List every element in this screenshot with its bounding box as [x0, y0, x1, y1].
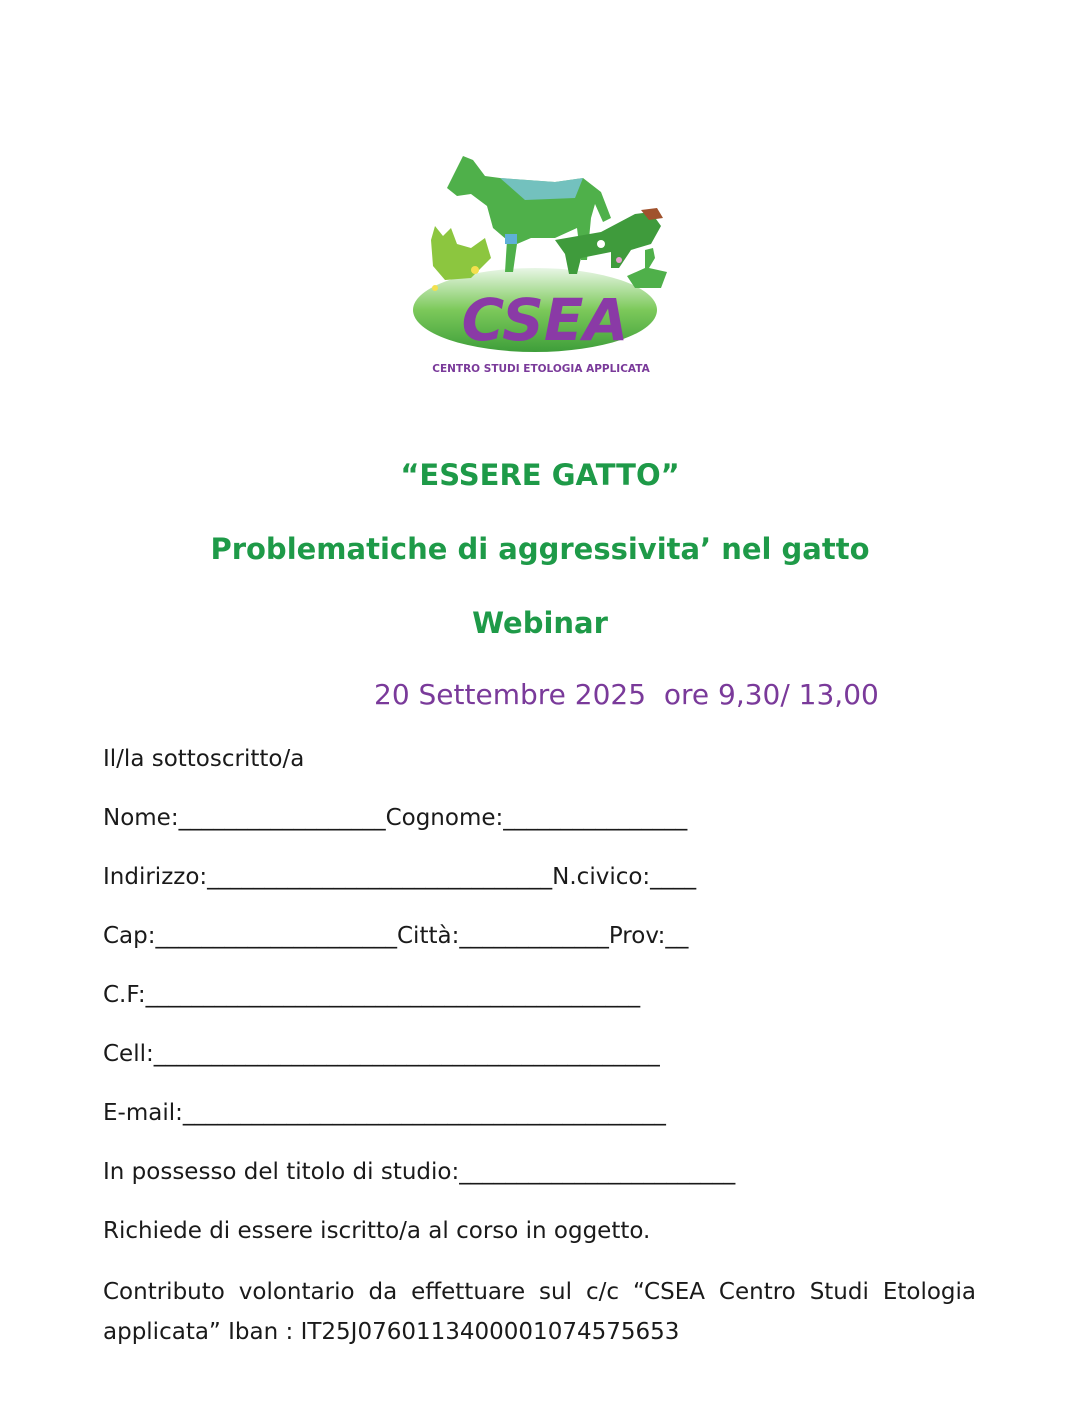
logo-wordmark: CSEA — [461, 286, 629, 354]
event-date: 20 Settembre 2025 ore 9,30/ 13,00 — [374, 678, 879, 711]
cap-citta-prov-field[interactable]: Cap:_____________________Città:_____________Prov:__ — [103, 923, 689, 949]
request-text: Richiede di essere iscritto/a al corso in oggetto. — [103, 1218, 651, 1244]
email-field[interactable]: E-mail:__________________________________________ — [103, 1100, 666, 1126]
event-format: Webinar — [472, 606, 608, 640]
event-subtitle: Problematiche di aggressivita’ nel gatto — [210, 532, 870, 566]
cf-field[interactable]: C.F:___________________________________________ — [103, 982, 641, 1008]
nome-cognome-field[interactable]: Nome:__________________Cognome:________________ — [103, 805, 688, 831]
titolo-studio-field[interactable]: In possesso del titolo di studio:________________________ — [103, 1159, 736, 1185]
cell-field[interactable]: Cell:____________________________________________ — [103, 1041, 660, 1067]
indirizzo-field[interactable]: Indirizzo:______________________________N.civico:____ — [103, 864, 697, 890]
goose-silhouette — [627, 248, 667, 288]
form-intro: Il/la sottoscritto/a — [103, 746, 305, 772]
cat-silhouette — [431, 226, 491, 280]
logo-subtitle: CENTRO STUDI ETOLOGIA APPLICATA — [432, 363, 650, 375]
payment-info: Contributo volontario da effettuare sul c/c “CSEA Centro Studi Etologia applicata” Iban : IT25J0760113400001074575653 — [103, 1279, 976, 1345]
csea-logo — [405, 148, 675, 380]
event-title: “ESSERE GATTO” — [400, 458, 680, 492]
